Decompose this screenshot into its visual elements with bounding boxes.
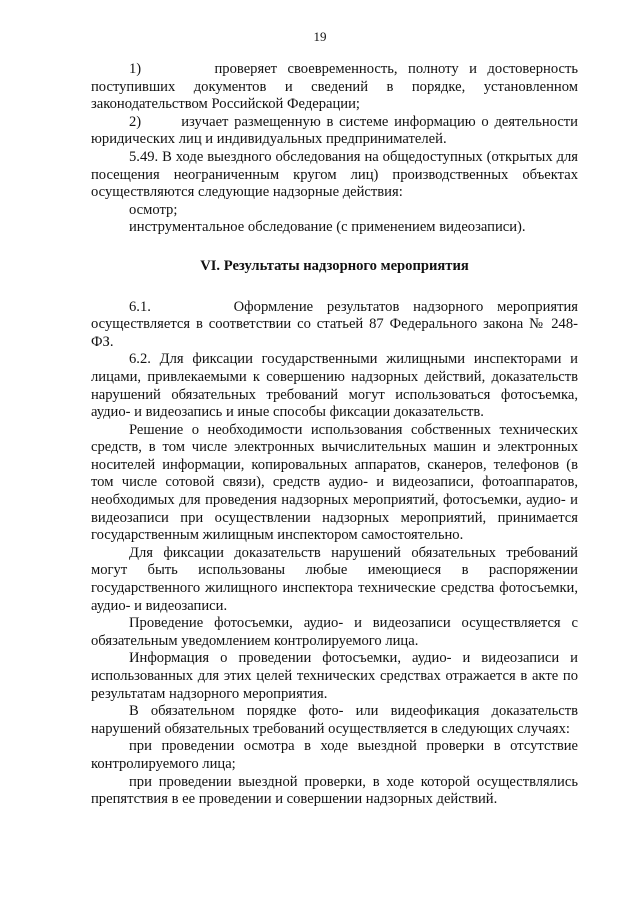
paragraph-item-1: 1) проверяет своевременность, полноту и достоверность поступивших документов и сведений в порядке, установленном законодательством Российской Федерации;	[91, 61, 578, 113]
paragraph: Решение о необходимости использования собственных технических средств, в том числе электронных вычислительных машин и электронных носителей информации, копировальных аппаратов, сканеров, телефонов (в том числе сотовой связи), средств аудио- и видеозаписи, фотоаппаратов, необходимых для проведения надзорных мероприятий, фотосъемки, аудио- и видеозаписи при осуществлении надзорных мероприятий, принимается государственным жилищным инспектором самостоятельно.	[91, 421, 578, 544]
paragraph: Информация о проведении фотосъемки, аудио- и видеозаписи и использованных для этих целей технических средствах отражается в акте по результатам надзорного мероприятия.	[91, 650, 578, 702]
list-item: осмотр;	[129, 201, 178, 218]
paragraph: Проведение фотосъемки, аудио- и видеозаписи осуществляется с обязательным уведомлением контролируемого лица.	[91, 615, 578, 649]
paragraph: при проведении осмотра в ходе выездной проверки в отсутствие контролируемого лица;	[91, 738, 578, 772]
paragraph: при проведении выездной проверки, в ходе которой осуществлялись препятствия в ее проведении и совершении надзорных действий.	[91, 773, 578, 808]
paragraph-6-2: 6.2. Для фиксации государственными жилищными инспекторами и лицами, привлекаемыми к совершению надзорных действий, доказательств нарушений обязательных требований могут использоваться фотосъемка, аудио- и видеозапись и иные способы фиксации доказательств.	[91, 351, 578, 421]
paragraph: В обязательном порядке фото- или видеофикация доказательств нарушений обязательных требований осуществляется в следующих случаях:	[91, 703, 578, 737]
page-number: 19	[313, 29, 327, 44]
paragraph-6-1: 6.1. Оформление результатов надзорного мероприятия осуществляется в соответствии со статьей 87 Федерального закона № 248-ФЗ.	[91, 298, 578, 350]
paragraph: Для фиксации доказательств нарушений обязательных требований могут быть использованы любые имеющиеся в распоряжении государственного жилищного инспектора технические средства фотосъемки, аудио- и видеозаписи.	[91, 544, 578, 614]
paragraph-5-49: 5.49. В ходе выездного обследования на общедоступных (открытых для посещения неограниченным кругом лиц) производственных объектах осуществляются следующие надзорные действия:	[91, 148, 578, 201]
section-heading: VI. Результаты надзорного мероприятия	[200, 257, 469, 274]
document-body	[91, 61, 578, 809]
list-item: инструментальное обследование (с применением видеозаписи).	[129, 219, 526, 236]
paragraph-item-2: 2) изучает размещенную в системе информацию о деятельности юридических лиц и индивидуальных предпринимателей.	[91, 113, 578, 148]
